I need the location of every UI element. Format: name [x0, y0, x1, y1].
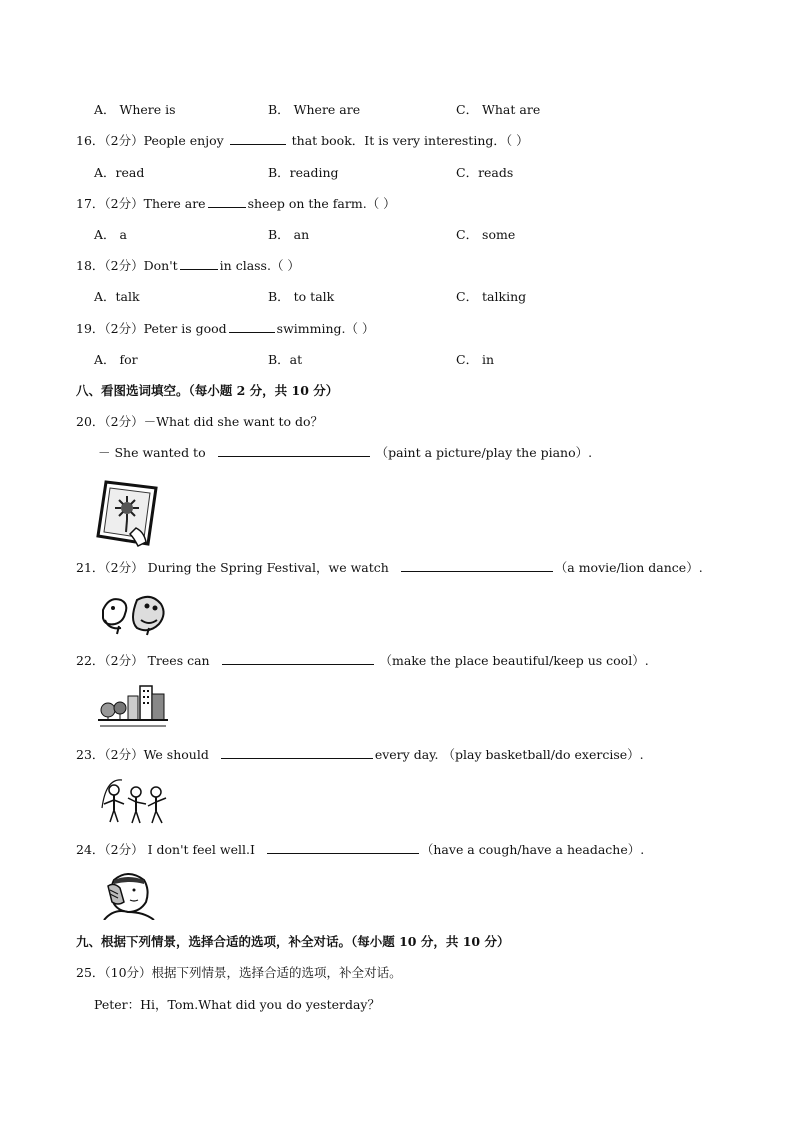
painting-picture-image: [96, 478, 158, 553]
q19-option-b: B．at: [268, 352, 303, 367]
q19-stem: [76, 321, 375, 337]
q20-suffix: （paint a picture/play the piano）.: [371, 445, 593, 460]
children-exercise-image: [98, 778, 172, 831]
q21-suffix: （a movie/lion dance）.: [554, 560, 703, 575]
q22-stem: [76, 653, 649, 669]
q23-blank[interactable]: [221, 747, 373, 759]
lion-dance-image: [99, 590, 169, 639]
q22-suffix: （make the place beautiful/keep us cool）.: [375, 653, 649, 668]
q15-option-b: B． Where are: [268, 102, 361, 117]
q16-option-c: C．reads: [456, 165, 514, 180]
q16-suffix: that book．It is very interesting．（ ）: [287, 133, 529, 148]
q22-prefix: 22．（2分） Trees can: [76, 653, 214, 668]
q16-blank[interactable]: [230, 133, 286, 145]
q17-option-a: A． a: [94, 227, 127, 242]
q25-dialogue-line: Peter：Hi，Tom.What did you do yesterday？: [94, 997, 380, 1012]
section-8-title: 八、看图选词填空。（每小题 2 分，共 10 分）: [76, 383, 339, 398]
q19-blank[interactable]: [229, 321, 275, 333]
q20-blank[interactable]: [218, 445, 370, 457]
q17-option-b: B． an: [268, 227, 310, 242]
q22-blank[interactable]: [222, 653, 374, 665]
q18-stem: [76, 258, 300, 274]
q16-prefix: 16．（2分）People enjoy: [76, 133, 228, 148]
q18-blank[interactable]: [180, 258, 218, 270]
q19-option-c: C． in: [456, 352, 495, 367]
q23-suffix: every day. （play basketball/do exercise）.: [374, 747, 644, 762]
q18-option-b: B． to talk: [268, 289, 335, 304]
q23-prefix: 23．（2分）We should: [76, 747, 213, 762]
q21-blank[interactable]: [401, 560, 553, 572]
q16-option-b: B．reading: [268, 165, 339, 180]
q19-prefix: 19．（2分）Peter is good: [76, 321, 227, 336]
q25-instruction: 25．（10分）根据下列情景，选择合适的选项，补全对话。: [76, 965, 402, 980]
q23-stem: [76, 747, 644, 763]
q24-stem: [76, 842, 644, 858]
q17-stem: [76, 196, 396, 212]
q18-option-c: C． talking: [456, 289, 527, 304]
trees-city-image: [96, 682, 170, 733]
section-9-title: 九、根据下列情景，选择合适的选项，补全对话。（每小题 10 分，共 10 分）: [76, 934, 510, 949]
q18-suffix: in class.（ ）: [219, 258, 300, 273]
q17-option-c: C． some: [456, 227, 516, 242]
q15-option-c: C． What are: [456, 102, 541, 117]
q24-blank[interactable]: [267, 842, 419, 854]
q24-suffix: （have a cough/have a headache）.: [420, 842, 645, 857]
q16-option-a: A．read: [94, 165, 145, 180]
q24-prefix: 24．（2分） I don't feel well.I: [76, 842, 259, 857]
q21-prefix: 21．（2分） During the Spring Festival，we watch: [76, 560, 393, 575]
q19-suffix: swimming.（ ）: [276, 321, 375, 336]
q16-stem: [76, 133, 529, 149]
headache-boy-image: [100, 870, 156, 923]
q15-option-a: A． Where is: [94, 102, 176, 117]
q20-prefix: － She wanted to: [98, 445, 210, 460]
q20-answer-line: [98, 445, 592, 461]
q17-prefix: 17．（2分）There are: [76, 196, 206, 211]
q20-question: 20．（2分）－What did she want to do？: [76, 414, 324, 429]
q18-prefix: 18．（2分）Don't: [76, 258, 178, 273]
q19-option-a: A． for: [94, 352, 138, 367]
q18-option-a: A．talk: [94, 289, 140, 304]
q17-suffix: sheep on the farm.（ ）: [247, 196, 396, 211]
q17-blank[interactable]: [208, 196, 246, 208]
q21-stem: [76, 560, 703, 576]
